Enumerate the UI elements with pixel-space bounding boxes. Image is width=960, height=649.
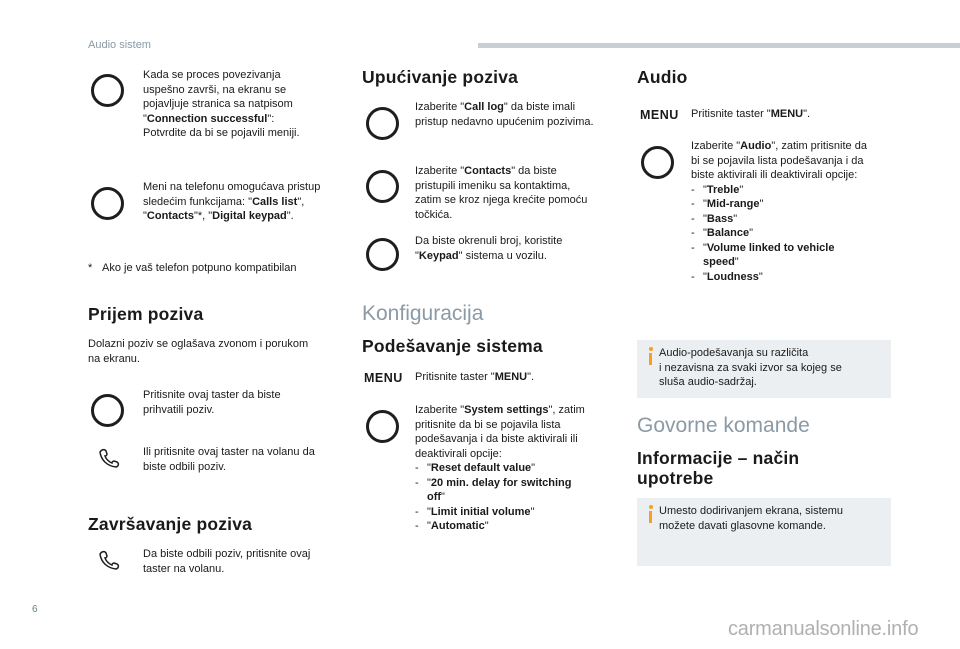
knob-icon [366,170,399,203]
keypad-instruction: Da biste okrenuli broj, koristite "Keypad" sistema u vozilu. [415,235,563,262]
list-item: - "Automatic" [415,520,489,532]
system-options-list [415,461,620,534]
knob-icon [641,146,674,179]
phone-hangup-icon [98,550,122,570]
footnote: * Ako je vaš telefon potpuno kompatibilan [88,262,297,274]
menu-button-icon: MENU [640,108,679,122]
system-menu-instruction: Pritisnite taster "MENU". [415,371,535,383]
section-heading-informacije: Informacije – način upotrebe [637,448,800,488]
contacts-instruction: Izaberite "Contacts" da biste pristupili imeniku sa kontaktima, zatim se kroz njega krećite pomoću točkića. [415,165,588,221]
list-item: - "Balance" [691,227,754,239]
list-item: - "Limit initial volume" [415,505,535,518]
audio-menu-instruction: Pritisnite taster "MENU". [691,108,811,120]
section-title-govorne-komande: Govorne komande [637,414,810,437]
section-heading-audio: Audio [637,67,688,87]
reject-call-instruction: Ili pritisnite ovaj taster na volanu da biste odbili poziv. [143,446,315,473]
knob-icon [91,187,124,220]
page-number: 6 [32,604,38,615]
info-icon [649,505,653,509]
list-item: - "Treble" [691,183,744,196]
knob-icon [366,107,399,140]
section-title-konfiguracija: Konfiguracija [362,302,484,325]
list-item: - "20 min. delay for switching off" [415,476,572,503]
prijem-intro: Dolazni poziv se oglašava zvonom i porukom na ekranu. [88,338,309,365]
info-box-audio [637,340,891,398]
page-header-title: Audio sistem [88,39,151,51]
knob-icon [91,394,124,427]
phone-menu-instruction: Meni na telefonu omogućava pristup sledećim funkcijama: "Calls list", "Contacts"*, "Digital keypad". [143,181,321,222]
list-item: - "Loudness" [691,270,763,283]
section-heading-prijem: Prijem poziva [88,304,204,324]
end-call-instruction: Da biste odbili poziv, pritisnite ovaj taster na volanu. [143,548,311,575]
section-heading-upucivanje: Upućivanje poziva [362,67,519,87]
list-item: - "Reset default value" [415,462,536,474]
knob-icon [366,238,399,271]
audio-settings-instruction: Izaberite "Audio", zatim pritisnite da bi se pojavila lista podešavanja i da biste aktivirali ili deaktivirali opcije: - "Treble" - "Mid-range" - "Bass" - "Balance" - "Volume linked to vehicle speed" - "Loudness" [691,139,891,284]
section-heading-podesavanje: Podešavanje sistema [362,336,543,356]
call-log-instruction: Izaberite "Call log" da biste imali pristup nedavno upućenim pozivima. [415,101,594,128]
audio-options-list [691,183,891,285]
connection-instruction: Kada se proces povezivanja uspešno završi, na ekranu se pojavljuje stranica sa natpisom "Connection successful": Potvrdite da bi se pojavili meniji. [143,69,300,139]
header-rule [478,43,960,48]
knob-icon [366,410,399,443]
phone-hangup-icon [98,448,122,468]
menu-button-icon: MENU [364,371,403,385]
accept-call-instruction: Pritisnite ovaj taster da biste prihvatili poziv. [143,389,281,416]
section-heading-zavrsavanje: Završavanje poziva [88,514,253,534]
info-icon [649,347,653,351]
list-item: - "Volume linked to vehicle speed" [691,241,835,268]
watermark: carmanualsonline.info [728,618,919,640]
list-item: - "Mid-range" [691,198,764,210]
knob-icon [91,74,124,107]
info-text: Audio-podešavanja su različita i nezavisna za svaki izvor sa kojeg se sluša audio-sadržaj. [659,347,842,388]
info-text: Umesto dodirivanjem ekrana, sistemu možete davati glasovne komande. [659,505,844,532]
list-item: - "Bass" [691,212,738,225]
info-box-voice [637,498,891,566]
system-settings-instruction: Izaberite "System settings", zatim pritisnite da bi se pojavila lista podešavanja i da biste aktivirali ili deaktivirali opcije: - "Reset default value" - "20 min. delay for switching off" - "Limit initial volume" - "Automatic" [415,403,620,534]
